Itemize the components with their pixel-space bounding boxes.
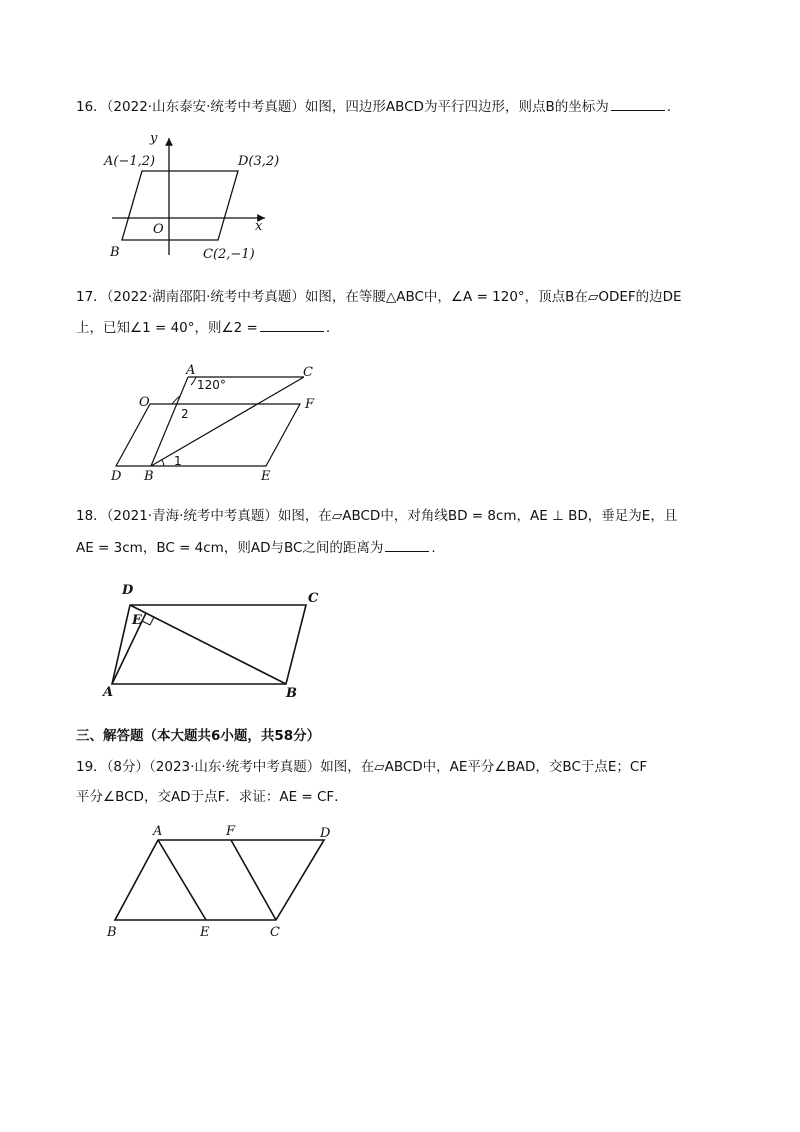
q18-end: . [431, 540, 436, 556]
diagonal-bd [130, 605, 286, 684]
label-d: D(3,2) [238, 154, 280, 169]
label-f: F [305, 397, 315, 412]
label-a: A [153, 824, 163, 839]
label-e: E [200, 925, 210, 940]
label-e: E [132, 613, 142, 628]
label-e: E [261, 469, 271, 484]
label-a: A [103, 685, 114, 700]
q18-line2 [76, 537, 436, 558]
label-b: B [286, 686, 297, 701]
label-x: x [255, 219, 263, 234]
q18-figure [100, 578, 330, 703]
label-angle-1: 1 [174, 454, 182, 468]
q17-answer-blank[interactable] [260, 317, 324, 332]
label-d: D [111, 469, 122, 484]
label-angle-2: 2 [181, 407, 189, 421]
q19-figure [103, 822, 343, 942]
q19-line2: 平分∠BCD，交AD于点F．求证：AE = CF． [76, 789, 348, 805]
q17-end: . [325, 320, 331, 336]
label-b: B [110, 245, 120, 260]
label-c: C [303, 365, 313, 380]
q18-line1: 18．（2021·青海·统考中考真题）如图，在▱ABCD中，对角线BD = 8cm，AE ⊥ BD，垂足为E，且 [76, 508, 678, 524]
q16-text [76, 96, 671, 117]
segment-ob [150, 404, 151, 466]
segment-bc [151, 377, 304, 466]
label-b: B [107, 925, 117, 940]
label-o: O [139, 395, 150, 410]
label-d: D [320, 826, 331, 841]
q17-line1: 17．（2022·湖南邵阳·统考中考真题）如图，在等腰△ABC中，∠A = 120°，顶点B在▱ODEF的边DE [76, 289, 682, 305]
q17-figure [108, 362, 328, 487]
label-f: F [226, 824, 236, 839]
q16-end: . [666, 99, 672, 115]
label-a: A(−1,2) [104, 154, 156, 169]
label-c: C [308, 591, 319, 606]
parallelogram-odef [116, 404, 300, 466]
q16-answer-blank[interactable] [611, 96, 665, 111]
q18-answer-blank[interactable] [385, 537, 429, 552]
q16-figure [100, 130, 280, 265]
q19-line1: 19．（8分）（2023·山东·统考中考真题）如图，在▱ABCD中，AE平分∠BAD，交BC于点E；CF [76, 759, 648, 775]
label-c: C(2,−1) [203, 247, 255, 262]
section-3-heading: 三、解答题（本大题共6小题，共58分） [76, 728, 321, 744]
label-b: B [144, 469, 154, 484]
q17-line2-start: 上，已知∠1 = 40°，则∠2 = [76, 320, 258, 336]
label-o: O [153, 222, 164, 237]
label-d: D [122, 583, 134, 598]
segment-cf [231, 840, 276, 920]
label-a: A [186, 363, 196, 378]
q17-line2 [76, 317, 330, 338]
q16-line1: 16．（2022·山东泰安·统考中考真题）如图，四边形ABCD为平行四边形，则点B的坐标为 [76, 99, 609, 115]
segment-ae [158, 840, 206, 920]
parallelogram-abcd [122, 171, 238, 240]
angle-mark-1 [161, 460, 164, 466]
label-c: C [270, 925, 280, 940]
label-y: y [150, 131, 158, 146]
angle-mark-120 [191, 377, 196, 385]
q18-line2-start: AE = 3cm，BC = 4cm，则AD与BC之间的距离为 [76, 540, 384, 556]
segment-ab [151, 377, 188, 466]
label-angle-120: 120° [197, 378, 226, 392]
parallelogram-abcd [115, 840, 324, 920]
